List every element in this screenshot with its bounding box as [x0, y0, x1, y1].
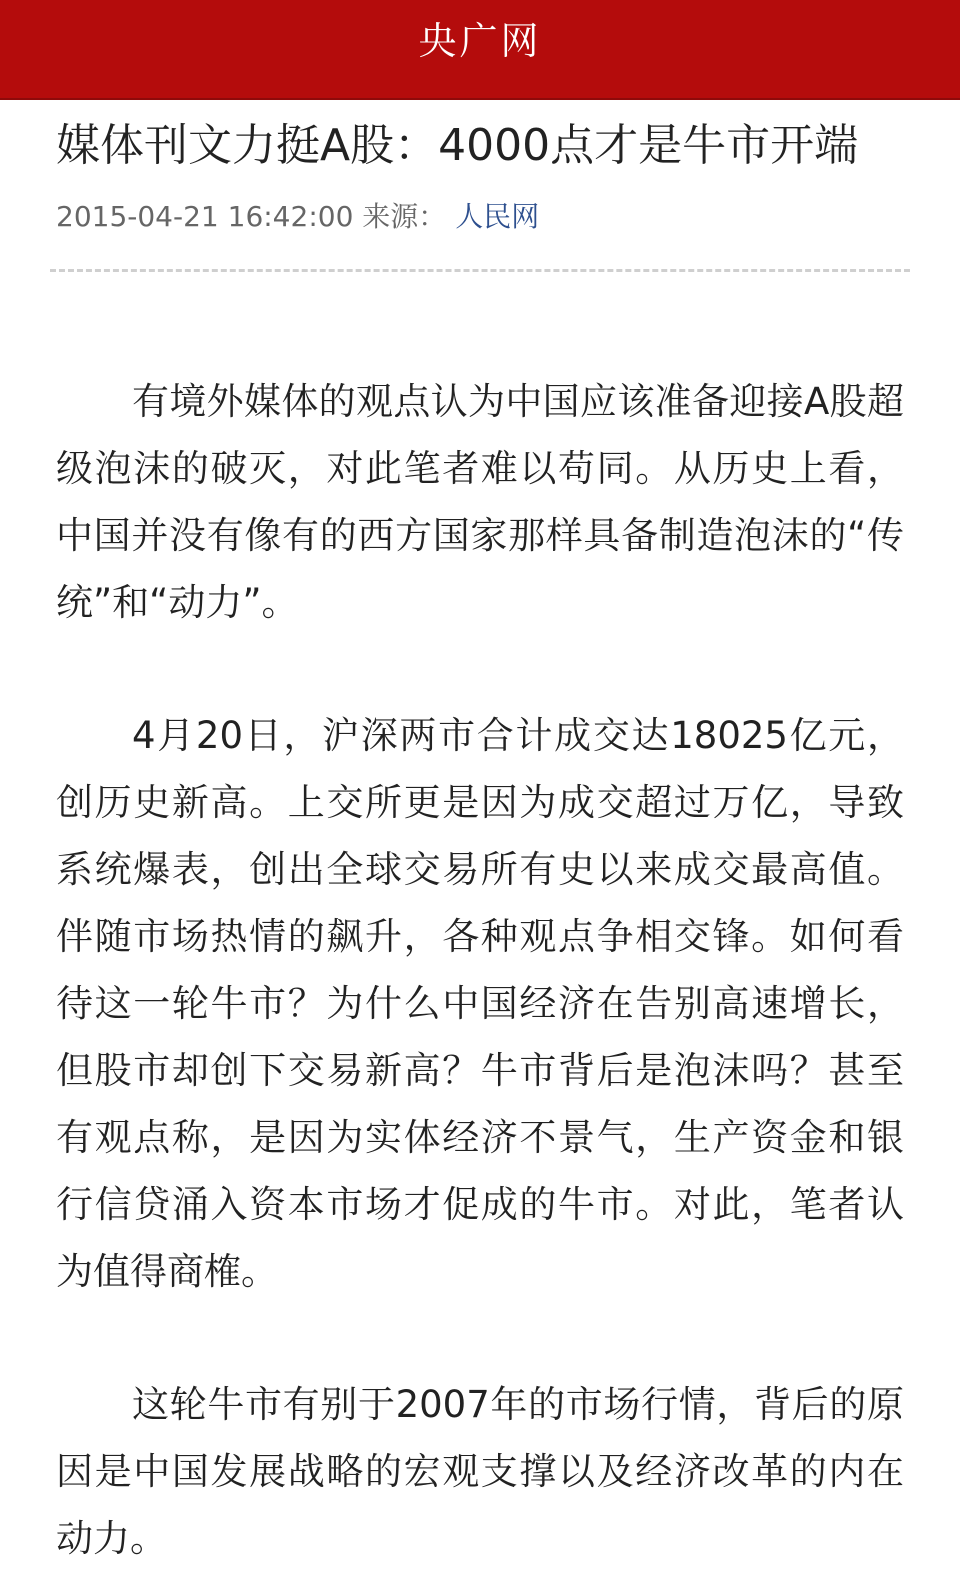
- article-title: 媒体刊文力挺A股：4000点才是牛市开端: [56, 120, 859, 171]
- publish-datetime: 2015-04-21 16:42:00: [56, 200, 354, 233]
- article-meta: [56, 195, 904, 235]
- article-header: [0, 118, 960, 235]
- article-paragraph: 有境外媒体的观点认为中国应该准备迎接A股超级泡沫的破灭，对此笔者难以苟同。从历史上看，中国并没有像有的西方国家那样具备制造泡沫的“传统”和“动力”。: [56, 380, 904, 624]
- article-body: [0, 368, 960, 1572]
- article-paragraph: 这轮牛市有别于2007年的市场行情，背后的原因是中国发展战略的宏观支撑以及经济改革的内在动力。: [56, 1383, 904, 1560]
- source-label: 来源：: [362, 200, 447, 233]
- site-logo-text[interactable]: 央广网: [418, 18, 542, 63]
- source-link[interactable]: 人民网: [455, 200, 540, 233]
- article-paragraph: 4月20日，沪深两市合计成交达18025亿元，创历史新高。上交所更是因为成交超过万亿，导致系统爆表，创出全球交易所有史以来成交最高值。伴随市场热情的飙升，各种观点争相交锋。如何看待这一轮牛市？为什么中国经济在告别高速增长，但股市却创下交易新高？牛市背后是泡沫吗？甚至有观点称，是因为实体经济不景气，生产资金和银行信贷涌入资本市场才促成的牛市。对此，笔者认为值得商榷。: [56, 714, 904, 1293]
- site-header: [0, 0, 960, 100]
- header-divider: [50, 269, 910, 272]
